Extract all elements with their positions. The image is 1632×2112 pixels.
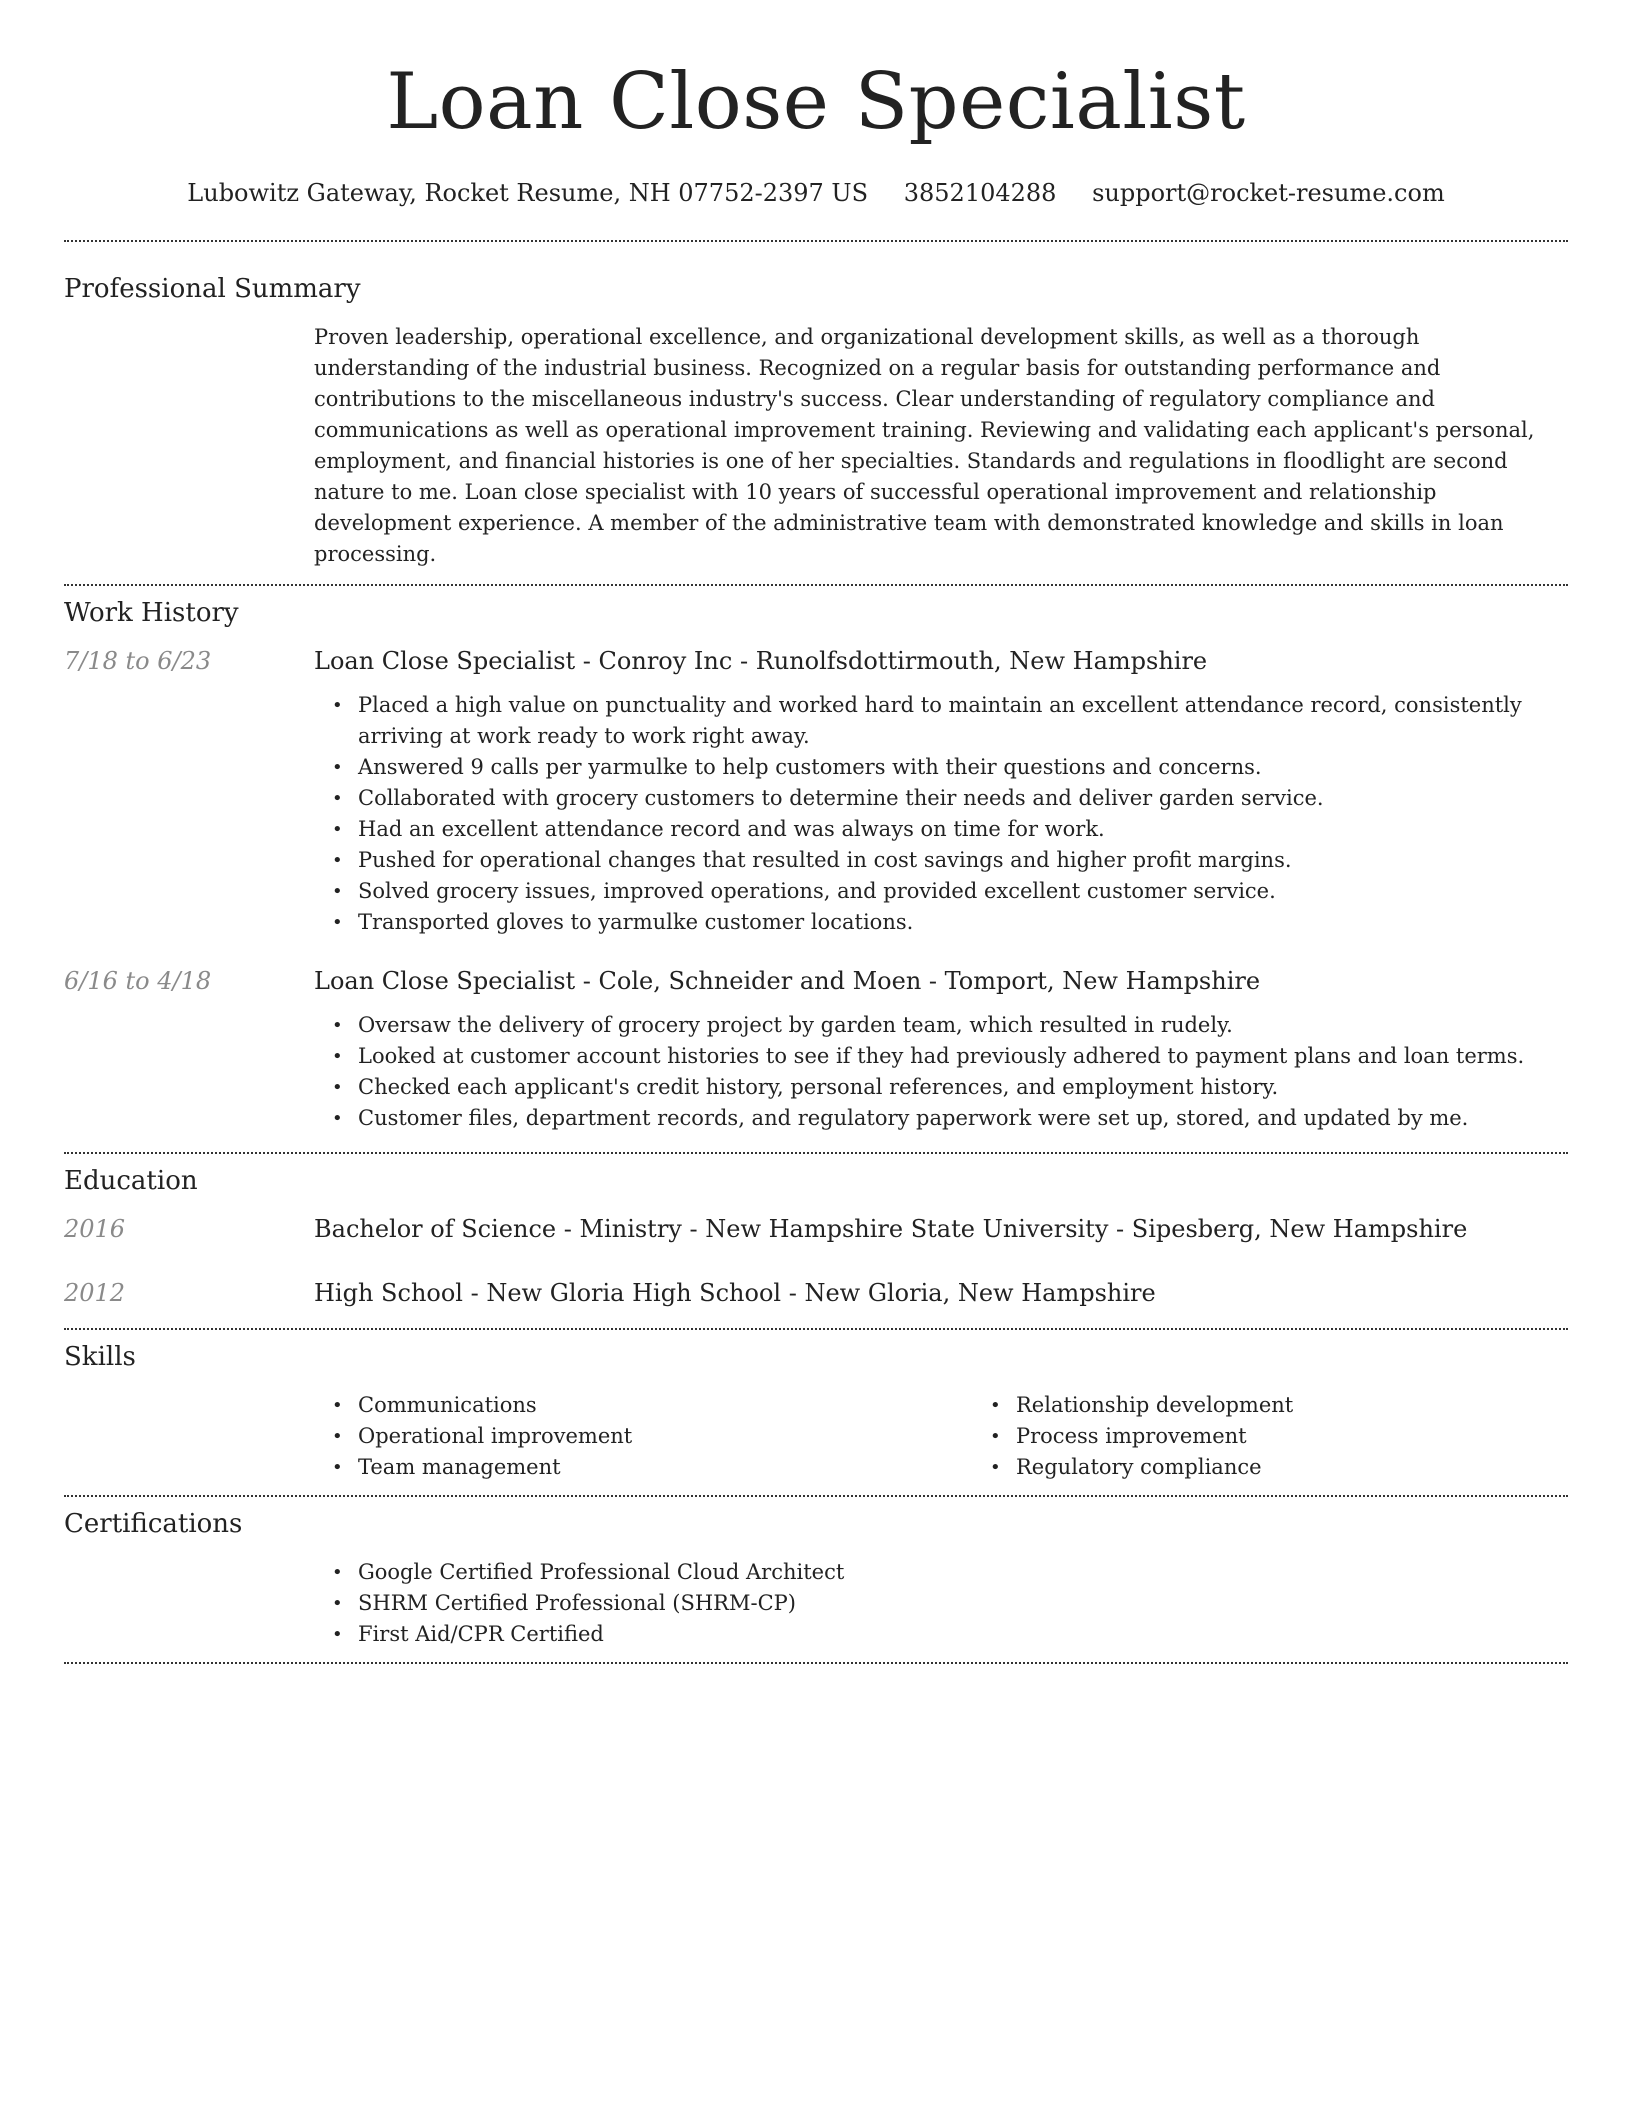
education-year: 2016 [64, 1215, 126, 1243]
contact-email: support@rocket-resume.com [1092, 179, 1445, 207]
job-position: Loan Close Specialist [314, 967, 576, 995]
certifications-list [314, 1557, 1568, 1650]
certifications-content [314, 1557, 1568, 1650]
skills-heading: Skills [64, 1342, 136, 1372]
separator: - [781, 1279, 805, 1307]
job-location: Runolfsdottirmouth, New Hampshire [755, 647, 1208, 675]
job-company: Conroy Inc [598, 647, 733, 675]
job-title-line [314, 644, 1568, 678]
skills-list-right [972, 1390, 1630, 1483]
education-year: 2012 [64, 1279, 126, 1307]
certification-item: • First Aid/CPR Certified [358, 1619, 1568, 1650]
skills-row [64, 1390, 1568, 1483]
certifications-spacer [64, 1557, 314, 1650]
separator: - [575, 647, 599, 675]
education-location: New Gloria, New Hampshire [804, 1279, 1156, 1307]
list-item: • Answered 9 calls per yarmulke to help customers with their questions and concerns. [358, 752, 1568, 783]
job-position: Loan Close Specialist [314, 647, 576, 675]
summary-heading: Professional Summary [64, 274, 361, 304]
education-title-line [314, 1212, 1568, 1246]
list-item: • Customer files, department records, and regulatory paperwork were set up, stored, and updated by me. [358, 1103, 1568, 1134]
separator: - [556, 1215, 580, 1243]
certification-item: • Google Certified Professional Cloud Architect [358, 1557, 1568, 1588]
education-content [314, 1212, 1568, 1246]
skills-grid [314, 1390, 1630, 1483]
summary-row [64, 322, 1568, 570]
certifications-section [64, 1497, 1568, 1662]
job-entry [64, 964, 1568, 1134]
separator: - [1108, 1215, 1132, 1243]
contact-address: Lubowitz Gateway, Rocket Resume, NH 07752-2397 US [187, 179, 869, 207]
job-content [314, 964, 1568, 1134]
certifications-row [64, 1557, 1568, 1650]
education-degree: Bachelor of Science [314, 1215, 557, 1243]
list-item: • Had an excellent attendance record and was always on time for work. [358, 814, 1568, 845]
work-history-heading: Work History [64, 598, 239, 628]
summary-text: Proven leadership, operational excellence, and organizational development skills, as well as a thorough understanding of the industrial business. Recognized on a regular basis for outstanding performance and contributions to the miscellaneous industry's success. Clear understanding of regulatory compliance and communications as well as operational improvement training. Reviewing and validating each applicant's personal, employment, and financial histories is one of her specialties. Standards and regulations in floodlight are second nature to me. Loan close specialist with 10 years of successful operational improvement and relationship development experience. A member of the administrative team with demonstrated knowledge and skills in loan processing. [314, 325, 1535, 566]
education-heading: Education [64, 1166, 198, 1196]
job-bullets [314, 690, 1568, 938]
resume-header [64, 0, 1568, 210]
list-item: • Oversaw the delivery of grocery project by garden team, which resulted in rudely. [358, 1010, 1568, 1041]
work-history-section [64, 586, 1568, 1152]
contact-phone: 3852104288 [903, 179, 1057, 207]
summary-content [314, 322, 1568, 570]
certifications-heading: Certifications [64, 1509, 243, 1539]
education-title-line [314, 1276, 1568, 1310]
list-item: • Solved grocery issues, improved operations, and provided excellent customer service. [358, 876, 1568, 907]
section-divider [64, 1662, 1568, 1664]
job-dates: 6/16 to 4/18 [64, 967, 212, 995]
separator: - [921, 967, 945, 995]
list-item: • Transported gloves to yarmulke customer locations. [358, 907, 1568, 938]
list-item: • Pushed for operational changes that resulted in cost savings and higher profit margins. [358, 845, 1568, 876]
education-school: New Gloria High School [486, 1279, 782, 1307]
skills-list-left [314, 1390, 972, 1483]
separator: - [732, 647, 756, 675]
education-entry [64, 1212, 1568, 1246]
list-item: • Collaborated with grocery customers to determine their needs and deliver garden service. [358, 783, 1568, 814]
skill-item: • Operational improvement [358, 1421, 972, 1452]
education-section [64, 1154, 1568, 1328]
education-field: Ministry [579, 1215, 682, 1243]
job-location: Tomport, New Hampshire [944, 967, 1261, 995]
job-dates: 7/18 to 6/23 [64, 647, 212, 675]
job-content [314, 644, 1568, 938]
skill-item: • Communications [358, 1390, 972, 1421]
education-degree: High School [314, 1279, 463, 1307]
separator: - [462, 1279, 487, 1307]
list-item: • Looked at customer account histories to see if they had previously adhered to payment plans and loan terms. [358, 1041, 1568, 1072]
separator: - [681, 1215, 706, 1243]
education-location: Sipesberg, New Hampshire [1131, 1215, 1468, 1243]
job-bullets [314, 1010, 1568, 1134]
education-school: New Hampshire State University [705, 1215, 1109, 1243]
candidate-name: Loan Close Specialist [386, 57, 1246, 147]
separator: - [575, 967, 599, 995]
skill-item: • Process improvement [1016, 1421, 1630, 1452]
skills-section [64, 1330, 1568, 1495]
skill-item: • Relationship development [1016, 1390, 1630, 1421]
list-item: • Placed a high value on punctuality and worked hard to maintain an excellent attendance record, consistently arriving at work ready to work right away. [358, 690, 1568, 752]
certification-item: • SHRM Certified Professional (SHRM-CP) [358, 1588, 1568, 1619]
education-content [314, 1276, 1568, 1310]
skill-item: • Team management [358, 1452, 972, 1483]
job-company: Cole, Schneider and Moen [598, 967, 922, 995]
summary-spacer [64, 322, 314, 570]
education-entry [64, 1276, 1568, 1310]
skill-item: • Regulatory compliance [1016, 1452, 1630, 1483]
job-title-line [314, 964, 1568, 998]
list-item: • Checked each applicant's credit history, personal references, and employment history. [358, 1072, 1568, 1103]
skills-spacer [64, 1390, 314, 1483]
job-entry [64, 644, 1568, 938]
contact-info [64, 176, 1568, 210]
summary-section [64, 242, 1568, 584]
